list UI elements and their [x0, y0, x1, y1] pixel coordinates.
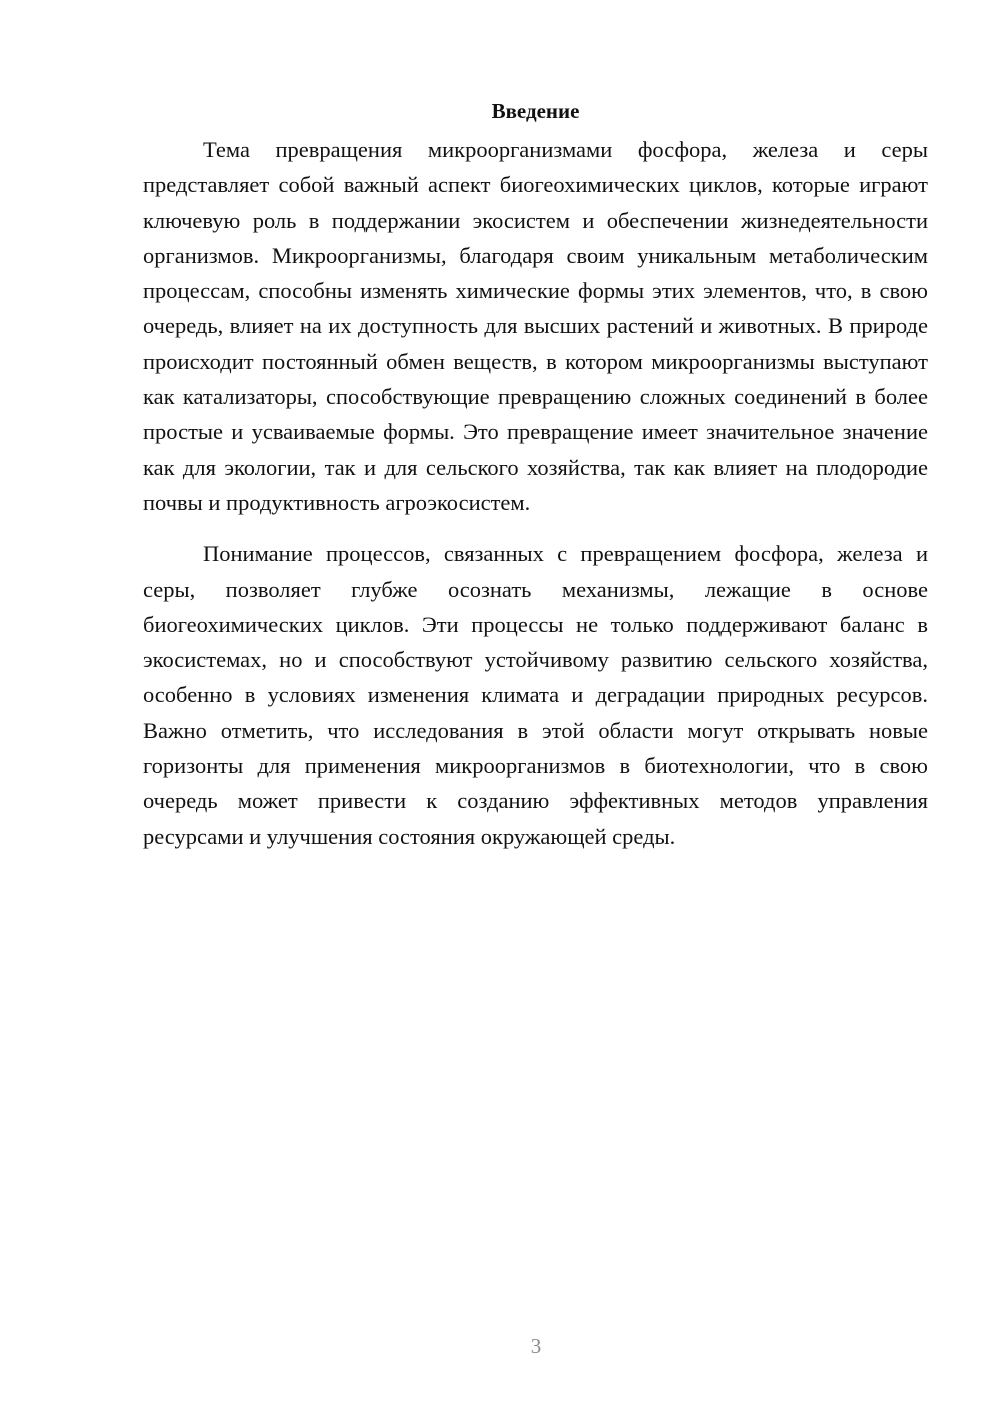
paragraph-2: Понимание процессов, связанных с превращением фосфора, железа и серы, позволяет глубже осознать механизмы, лежащие в основе биогеохимических циклов. Эти процессы не только поддерживают баланс в экосистемах, но и способствуют устойчивому развитию сельского хозяйства, особенно в условиях изменения климата и деградации природных ресурсов. Важно отметить, что исследования в этой области могут открывать новые горизонты для применения микроорганизмов в биотехнологии, что в свою очередь может привести к созданию эффективных методов управления ресурсами и улучшения состояния окружающей среды.	[143, 541, 928, 849]
section-heading: Введение	[491, 99, 580, 123]
page-content	[143, 96, 928, 854]
page-number: 3	[530, 1334, 542, 1358]
paragraph-1: Тема превращения микроорганизмами фосфора, железа и серы представляет собой важный аспект биогеохимических циклов, которые играют ключевую роль в поддержании экосистем и обеспечении жизнедеятельности организмов. Микроорганизмы, благодаря своим уникальным метаболическим процессам, способны изменять химические формы этих элементов, что, в свою очередь, влияет на их доступность для высших растений и животных. В природе происходит постоянный обмен веществ, в котором микроорганизмы выступают как катализаторы, способствующие превращению сложных соединений в более простые и усваиваемые формы. Это превращение имеет значительное значение как для экологии, так и для сельского хозяйства, так как влияет на плодородие почвы и продуктивность агроэкосистем.	[143, 137, 928, 515]
